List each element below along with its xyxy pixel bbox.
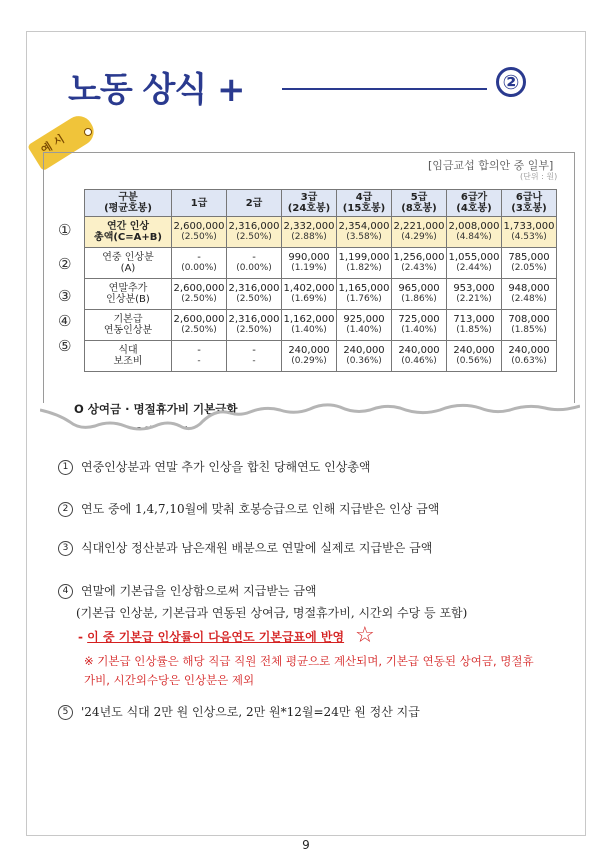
table-cell: [447, 248, 502, 279]
cell-value: 2,316,000: [228, 221, 280, 232]
table-cell: [282, 279, 337, 310]
table-row: [85, 341, 557, 372]
table-cell: [392, 217, 447, 248]
excerpt-bullet-bonus: O 상여금 · 명절휴가비 기본급화: [74, 402, 238, 416]
table-cell: [392, 341, 447, 372]
column-header: 2급: [227, 190, 282, 217]
table-cell: [502, 279, 557, 310]
table-cell: [227, 310, 282, 341]
cell-value: 1,165,000: [338, 283, 390, 294]
note-number: 3: [58, 541, 73, 556]
table-row: [85, 310, 557, 341]
cell-percent: (3.58%): [346, 232, 382, 242]
cell-value: 2,332,000: [283, 221, 335, 232]
row-marker: ④: [58, 312, 72, 330]
cell-value: 1,402,000: [283, 283, 335, 294]
table-cell: [337, 279, 392, 310]
cell-percent: (2.50%): [236, 232, 272, 242]
excerpt-unit: (단위 : 원): [520, 172, 558, 181]
row-marker: ③: [58, 287, 72, 305]
cell-value: 713,000: [453, 314, 495, 325]
note-number: 2: [58, 502, 73, 517]
table-cell: [337, 341, 392, 372]
excerpt-caption: [임금교섭 합의안 중 일부]: [428, 159, 554, 172]
table-cell: [172, 217, 227, 248]
row-label: 기본급 연동인상분: [85, 310, 172, 341]
note-4-warning: ※ 기본급 인상률은 해당 직급 직원 전체 평균으로 계산되며, 기본급 연동된 상여금, 명절휴가비, 시간외수당은 인상분은 제외: [84, 654, 534, 687]
cell-value: 2,600,000: [173, 283, 225, 294]
table-cell: [447, 217, 502, 248]
note-1: [58, 458, 371, 475]
table-cell: [282, 217, 337, 248]
table-cell: [502, 217, 557, 248]
cell-percent: (1.40%): [346, 325, 382, 335]
note-4-highlight-dash: -: [78, 630, 88, 644]
cell-percent: (0.46%): [401, 356, 437, 366]
row-marker: ②: [58, 255, 72, 273]
note-5: [58, 703, 420, 720]
cell-value: 240,000: [288, 345, 330, 356]
cell-value: -: [197, 345, 201, 356]
star-icon: ☆: [355, 623, 375, 648]
note-number: 4: [58, 584, 73, 599]
cell-percent: (2.44%): [456, 263, 492, 273]
cell-value: 708,000: [508, 314, 550, 325]
note-4: [58, 582, 317, 599]
column-header: 3급 (24호봉): [282, 190, 337, 217]
cell-percent: (0.36%): [346, 356, 382, 366]
title-divider: [282, 88, 487, 90]
cell-percent: (1.86%): [401, 294, 437, 304]
table-cell: [172, 248, 227, 279]
row-marker: ⑤: [58, 337, 72, 355]
table-cell: [447, 279, 502, 310]
table-cell: [502, 341, 557, 372]
note-4-highlight: [78, 628, 344, 645]
table-cell: [282, 310, 337, 341]
cell-percent: (1.69%): [291, 294, 327, 304]
cell-value: 2,354,000: [338, 221, 390, 232]
cell-percent: (1.19%): [291, 263, 327, 273]
table-cell: [172, 310, 227, 341]
cell-value: 953,000: [453, 283, 495, 294]
cell-percent: (2.50%): [181, 232, 217, 242]
note-text: 연도 중에 1,4,7,10월에 맞춰 호봉승급으로 인해 지급받은 인상 금액: [81, 502, 440, 516]
cell-percent: (4.53%): [511, 232, 547, 242]
note-3: [58, 539, 432, 556]
table-cell: [337, 248, 392, 279]
cell-value: -: [252, 252, 256, 263]
cell-value: 725,000: [398, 314, 440, 325]
cell-percent: (1.40%): [401, 325, 437, 335]
cell-percent: -: [197, 356, 201, 366]
cell-value: 1,256,000: [393, 252, 445, 263]
column-header: 구분 (평균호봉): [85, 190, 172, 217]
cell-percent: (2.43%): [401, 263, 437, 273]
table-cell: [227, 217, 282, 248]
cell-value: 2,600,000: [173, 314, 225, 325]
page-title: 노동 상식 +: [68, 70, 245, 110]
tag-hole-icon: [84, 128, 92, 136]
table-cell: [447, 310, 502, 341]
table-cell: [337, 217, 392, 248]
note-number: 1: [58, 460, 73, 475]
cell-value: 240,000: [398, 345, 440, 356]
column-header: 6급나 (3호봉): [502, 190, 557, 217]
cell-value: 948,000: [508, 283, 550, 294]
table-row: [85, 248, 557, 279]
cell-percent: (2.50%): [236, 325, 272, 335]
table-header-row: [85, 190, 557, 217]
cell-percent: (1.76%): [346, 294, 382, 304]
table-cell: [172, 341, 227, 372]
note-4-detail: (기본급 인상분, 기본급과 연동된 상여금, 명절휴가비, 시간외 수당 등 포함): [76, 606, 468, 620]
cell-percent: (2.21%): [456, 294, 492, 304]
note-2: [58, 500, 439, 517]
cell-percent: (1.82%): [346, 263, 382, 273]
cell-percent: (4.29%): [401, 232, 437, 242]
table-cell: [282, 341, 337, 372]
note-text: 연중인상분과 연말 추가 인상을 합친 당해연도 인상총액: [81, 460, 371, 474]
table-cell: [227, 341, 282, 372]
column-header: 6급가 (4호봉): [447, 190, 502, 217]
table-cell: [392, 279, 447, 310]
wage-table: [84, 189, 557, 372]
cell-percent: -: [252, 356, 256, 366]
cell-value: 965,000: [398, 283, 440, 294]
note-number: 5: [58, 705, 73, 720]
cell-percent: (2.50%): [181, 325, 217, 335]
cell-percent: (2.88%): [291, 232, 327, 242]
row-label: 연말추가 인상분(B): [85, 279, 172, 310]
cell-value: -: [252, 345, 256, 356]
cell-percent: (2.50%): [181, 294, 217, 304]
cell-percent: (2.05%): [511, 263, 547, 273]
row-label: 식대 보조비: [85, 341, 172, 372]
page-number: 9: [302, 838, 310, 852]
cell-value: 2,316,000: [228, 314, 280, 325]
cell-value: 2,221,000: [393, 221, 445, 232]
table-cell: [502, 248, 557, 279]
cell-percent: (0.56%): [456, 356, 492, 366]
row-marker: ①: [58, 221, 72, 239]
cell-value: 240,000: [453, 345, 495, 356]
table-cell: [337, 310, 392, 341]
column-header: 1급: [172, 190, 227, 217]
cell-percent: (1.40%): [291, 325, 327, 335]
cell-value: 240,000: [343, 345, 385, 356]
cell-value: -: [197, 252, 201, 263]
cell-value: 785,000: [508, 252, 550, 263]
table-cell: [227, 248, 282, 279]
cell-value: 2,008,000: [448, 221, 500, 232]
section-number: ②: [496, 67, 526, 97]
table-cell: [392, 248, 447, 279]
table-cell: [282, 248, 337, 279]
note-text: 연말에 기본급을 인상함으로써 지급받는 금액: [81, 584, 317, 598]
example-tag-label: 예 시: [38, 132, 67, 157]
row-label: 연간 인상 총액(C=A+B): [85, 217, 172, 248]
cell-value: 1,055,000: [448, 252, 500, 263]
cell-percent: (2.50%): [236, 294, 272, 304]
cell-percent: (0.63%): [511, 356, 547, 366]
row-label: 연중 인상분 (A): [85, 248, 172, 279]
cell-value: 2,316,000: [228, 283, 280, 294]
table-cell: [392, 310, 447, 341]
cell-percent: (0.00%): [181, 263, 217, 273]
note-text: 식대인상 정산분과 남은재원 배분으로 연말에 실제로 지급받은 금액: [81, 541, 433, 555]
cell-value: 2,600,000: [173, 221, 225, 232]
table-cell: [502, 310, 557, 341]
cell-value: 990,000: [288, 252, 330, 263]
cell-percent: (1.85%): [456, 325, 492, 335]
cell-value: 1,162,000: [283, 314, 335, 325]
table-row: [85, 279, 557, 310]
table-cell: [172, 279, 227, 310]
cell-percent: (2.48%): [511, 294, 547, 304]
cell-value: 925,000: [343, 314, 385, 325]
cell-percent: (0.29%): [291, 356, 327, 366]
cell-value: 1,733,000: [503, 221, 555, 232]
cell-percent: (4.84%): [456, 232, 492, 242]
table-cell: [227, 279, 282, 310]
cell-percent: (1.85%): [511, 325, 547, 335]
cell-value: 240,000: [508, 345, 550, 356]
note-text: '24년도 식대 2만 원 인상으로, 2만 원*12월=24만 원 정산 지급: [81, 705, 420, 719]
cell-percent: (0.00%): [236, 263, 272, 273]
table-row: [85, 217, 557, 248]
cell-value: 1,199,000: [338, 252, 390, 263]
torn-edge: [40, 396, 580, 444]
column-header: 4급 (15호봉): [337, 190, 392, 217]
note-4-highlight-text: 이 중 기본급 인상률이 다음연도 기본급표에 반영: [87, 630, 345, 644]
column-header: 5급 (8호봉): [392, 190, 447, 217]
table-cell: [447, 341, 502, 372]
